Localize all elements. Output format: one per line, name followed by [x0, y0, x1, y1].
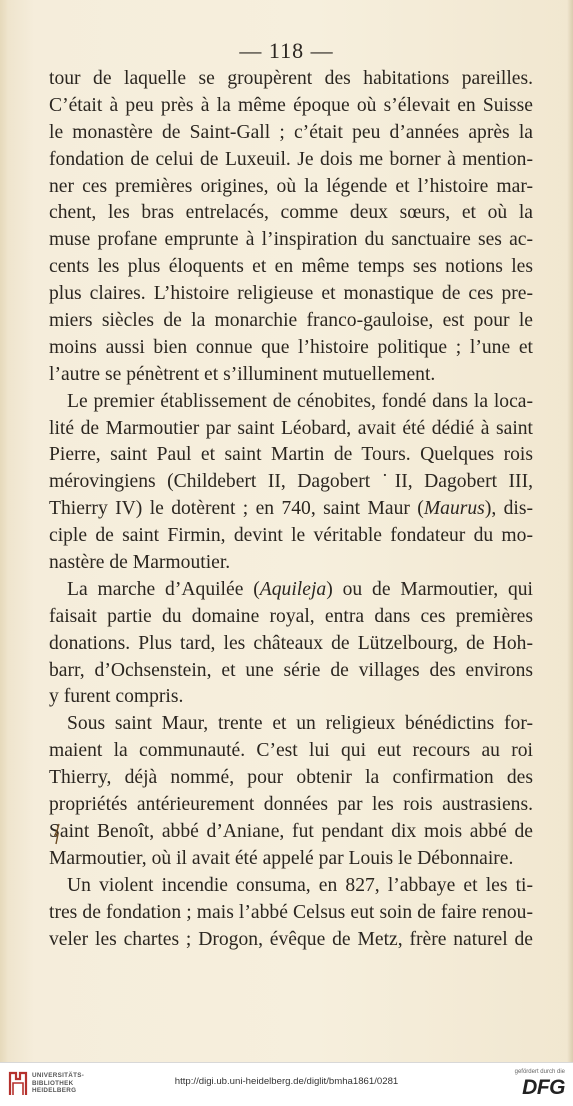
text-segment: ), dis-	[484, 498, 533, 520]
ink-stain-mark	[54, 823, 62, 845]
page-edge-shadow-left	[0, 0, 8, 1062]
permalink-url[interactable]: http://digi.ub.uni-heidelberg.de/diglit/bmha1861/0281	[174, 1076, 399, 1087]
institution-line: UNIVERSITÄTS-	[32, 1072, 85, 1079]
text-line: Un violent incendie consuma, en 827, l’abbaye et les ti-	[67, 874, 533, 896]
text-line: moins aussi bien connue que l’histoire politique ; l’une et	[49, 336, 533, 358]
text-line-with-italic	[49, 496, 533, 523]
text-line: l’autre se pénètrent et s’illuminent mutuellement.	[49, 363, 436, 385]
text-line: fondation de celui de Luxeuil. Je dois me borner à mention-	[49, 148, 533, 170]
text-segment: ) ou de Marmoutier, qui	[326, 578, 533, 600]
text-line: nastère de Marmoutier.	[49, 552, 231, 574]
text-line: Pierre, saint Paul et saint Martin de Tours. Quelques rois	[49, 444, 533, 466]
institution-line: BIBLIOTHEK	[32, 1079, 74, 1087]
text-line: Marmoutier, où il avait été appelé par Louis le Débonnaire.	[49, 847, 514, 869]
text-line: mérovingiens (Childebert II, Dagobert ˙II, Dagobert III,	[49, 471, 533, 493]
text-line: ciple de saint Firmin, devint le véritable fondateur du mo-	[49, 525, 533, 547]
text-line: Saint Benoît, abbé d’Aniane, fut pendant dix mois abbé de	[49, 820, 533, 842]
text-line: Sous saint Maur, trente et un religieux bénédictins for-	[67, 713, 533, 735]
text-line: plus claires. L’histoire religieuse et monastique de ces pre-	[49, 283, 533, 305]
text-line: y furent compris.	[49, 686, 184, 708]
text-line: cents les plus éloquents et en même temps ses notions les	[49, 256, 533, 278]
italic-term: Aquileja	[259, 578, 327, 600]
text-line-with-italic	[49, 577, 533, 604]
sponsor-note: gefördert durch die	[514, 1069, 565, 1075]
text-line: maient la communauté. C’est lui qui eut recours au roi	[49, 740, 533, 762]
text-line: Le premier établissement de cénobites, fondé dans la loca-	[67, 390, 533, 412]
text-line: Thierry, déjà nommé, pour obtenir la confirmation des	[49, 767, 533, 789]
dfg-logo[interactable]: DFG	[522, 1076, 565, 1099]
text-line: miers siècles de la monarchie franco-gauloise, est pour le	[49, 310, 533, 332]
text-line: faisait partie du domaine royal, entra dans ces premières	[49, 605, 533, 627]
text-line: muse profane emprunte à l’inspiration du sanctuaire ses ac-	[49, 229, 533, 251]
text-line: donations. Plus tard, les châteaux de Lützelbourg, de Hoh-	[49, 632, 533, 654]
text-line: lité de Marmoutier par saint Léobard, avait été dédié à saint	[49, 417, 533, 439]
page-edge-shadow-right	[567, 0, 573, 1062]
text-line: barr, d’Ochsenstein, et une série de villages des environs	[49, 659, 533, 681]
body-text	[49, 66, 533, 953]
text-segment: Thierry IV) le dotèrent ; en 740, saint Maur (	[49, 498, 424, 520]
text-segment: La marche d’Aquilée (	[67, 578, 260, 600]
viewer-footer	[0, 1062, 573, 1106]
text-line: le monastère de Saint-Gall ; c’était peu d’années après la	[49, 121, 533, 143]
institution-line: HEIDELBERG	[32, 1087, 77, 1094]
page-number: — 118 —	[239, 38, 334, 63]
text-line: tour de laquelle se groupèrent des habitations pareilles.	[49, 68, 533, 89]
text-line: ner ces premières origines, où la légende et l’histoire mar-	[49, 175, 533, 197]
text-line: tres de fondation ; mais l’abbé Celsus eut soin de faire renou-	[49, 901, 533, 923]
italic-term: Maurus	[423, 498, 485, 520]
text-line: veler les chartes ; Drogon, évêque de Metz, frère naturel de	[49, 928, 533, 950]
text-line: C’était à peu près à la même époque où s’élevait en Suisse	[49, 94, 533, 116]
text-line: chent, les bras entrelacés, comme deux sœurs, et où la	[49, 202, 533, 224]
text-line: propriétés antérieurement données par les rois austrasiens.	[49, 794, 533, 816]
